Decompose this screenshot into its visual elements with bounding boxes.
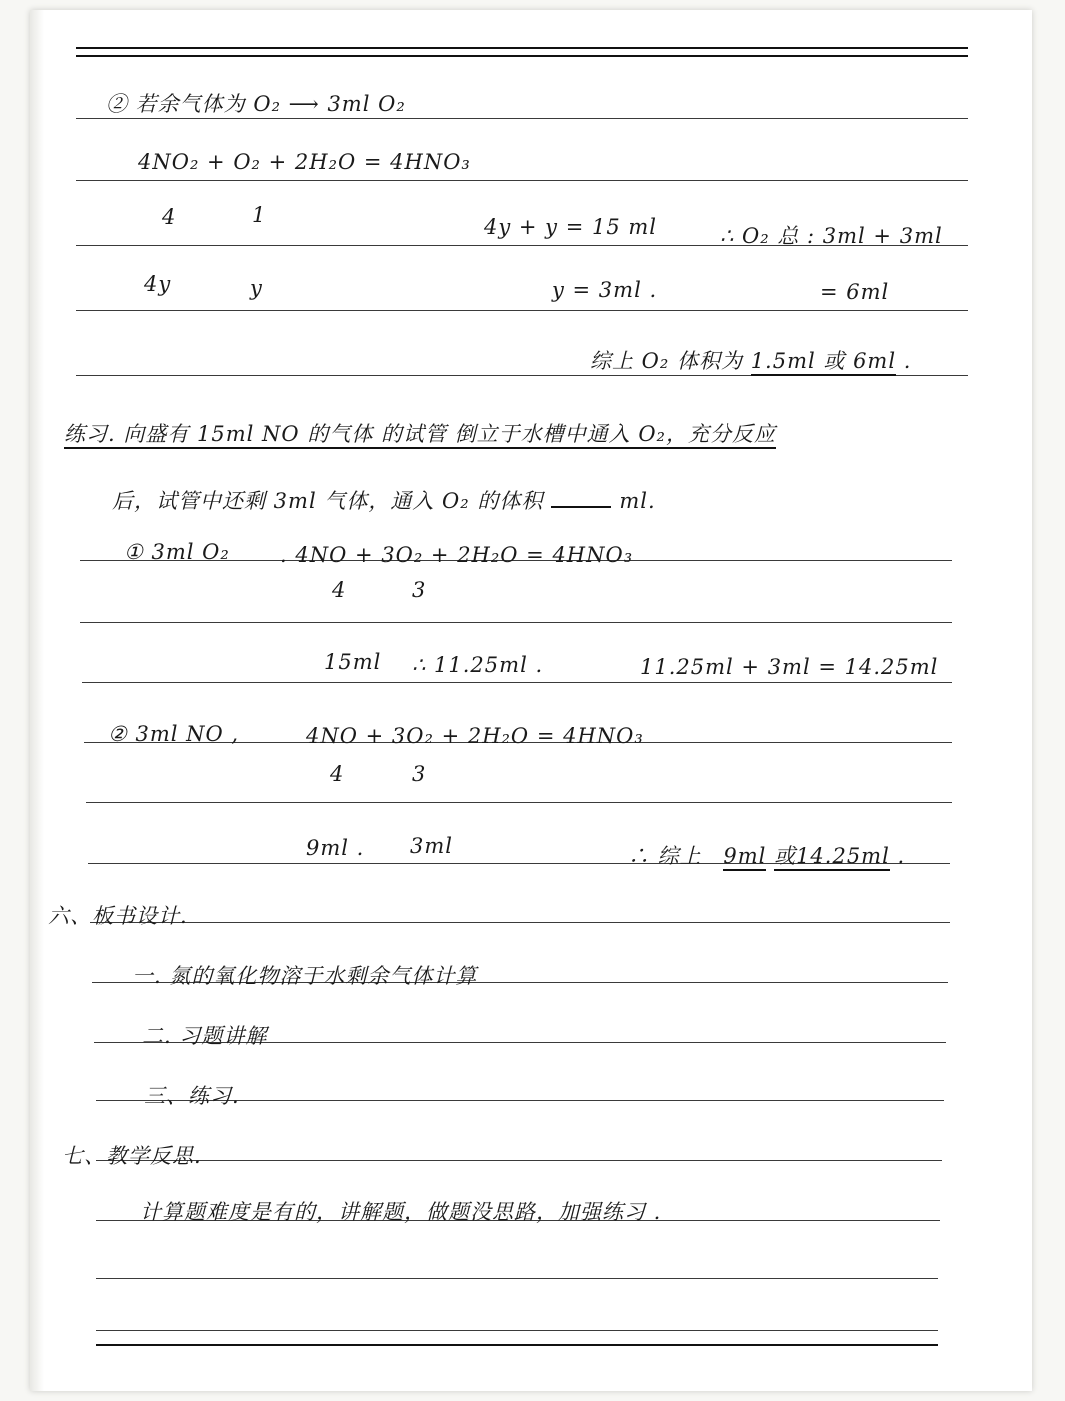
case2-summary — [590, 345, 911, 375]
board-item-2: 二. 习题讲解 — [142, 1024, 268, 1048]
practice-case2-coef-3: 3 — [412, 762, 427, 786]
case2-equation: 4NO₂ + O₂ + 2H₂O = 4HNO₃ — [138, 150, 471, 174]
practice-case2-summary: ∴ 综上 9ml 或14.25ml . — [628, 840, 905, 870]
case2-summary-answer: 1.5ml 或 6ml — [751, 349, 896, 376]
case2-summary-suffix: . — [903, 349, 912, 373]
practice-case1-equation: . 4NO + 3O₂ + 2H₂O = 4HNO₃ — [280, 543, 634, 567]
case2-o2-sum-1: ∴ O₂ 总 : 3ml + 3ml — [720, 224, 943, 248]
practice-case1-sum: 11.25ml + 3ml = 14.25ml — [640, 655, 939, 679]
case2-calc-2: y = 3ml . — [552, 278, 658, 302]
top-rule — [76, 47, 968, 49]
answer-blank — [551, 506, 611, 508]
reflection-text: 计算题难度是有的，讲解题，做题没思路，加强练习 . — [140, 1200, 662, 1224]
practice-answer-1: 9ml — [723, 844, 766, 871]
case2-calc-1: 4y + y = 15 ml — [484, 215, 658, 239]
case2-coef-1: 1 — [252, 203, 267, 227]
page-edge — [30, 10, 44, 1391]
ruled-line — [96, 1160, 942, 1161]
practice-case2-3ml: 3ml — [410, 834, 453, 858]
ruled-line — [86, 802, 952, 803]
notebook-page — [30, 10, 1032, 1391]
ruled-line — [82, 682, 952, 683]
board-title: 六、板书设计. — [48, 904, 188, 928]
case2-title: ② 若余气体为 O₂ ⟶ 3ml O₂ — [106, 92, 406, 116]
practice-case2-equation: 4NO + 3O₂ + 2H₂O = 4HNO₃ — [306, 724, 644, 748]
practice-case1-15ml: 15ml — [324, 650, 382, 674]
ruled-line — [96, 1330, 938, 1331]
practice-case1-coef-3: 3 — [412, 578, 427, 602]
case2-coef-4y: 4y — [144, 272, 172, 296]
board-item-3: 三、练习. — [144, 1084, 240, 1108]
ruled-line — [90, 922, 950, 923]
practice-answer-2: 14.25ml — [796, 844, 890, 871]
reflection-title: 七、教学反思. — [62, 1144, 202, 1168]
ruled-line — [76, 118, 968, 119]
board-item-1: 一. 氮的氧化物溶于水剩余气体计算 — [132, 964, 478, 988]
case2-summary-prefix: 综上 O₂ 体积为 — [590, 349, 743, 373]
top-rule-2 — [76, 55, 968, 57]
practice-line-1: 练习. 向盛有 15ml NO 的气体 的试管 倒立于水槽中通入 O₂，充分反应 — [64, 418, 776, 448]
practice-case2-label: ② 3ml NO , — [108, 722, 240, 746]
ruled-line — [96, 1278, 938, 1279]
practice-case2-9ml: 9ml . — [306, 836, 365, 860]
ruled-line — [80, 622, 952, 623]
case2-coef-y: y — [250, 276, 263, 300]
bottom-rule — [96, 1344, 938, 1346]
practice-case2-coef-4: 4 — [330, 762, 345, 786]
practice-case1-coef-4: 4 — [332, 578, 347, 602]
case2-o2-sum-2: = 6ml — [820, 280, 890, 304]
practice-case1-result: ∴ 11.25ml . — [412, 653, 544, 677]
practice-case1-label: ① 3ml O₂ — [124, 540, 230, 564]
ruled-line — [76, 180, 968, 181]
ruled-line — [76, 310, 968, 311]
practice-answer-or: 或 — [774, 844, 796, 871]
practice-line-2: 后，试管中还剩 3ml 气体，通入 O₂ 的体积 ml. — [112, 489, 656, 513]
case2-coef-4: 4 — [162, 205, 177, 229]
